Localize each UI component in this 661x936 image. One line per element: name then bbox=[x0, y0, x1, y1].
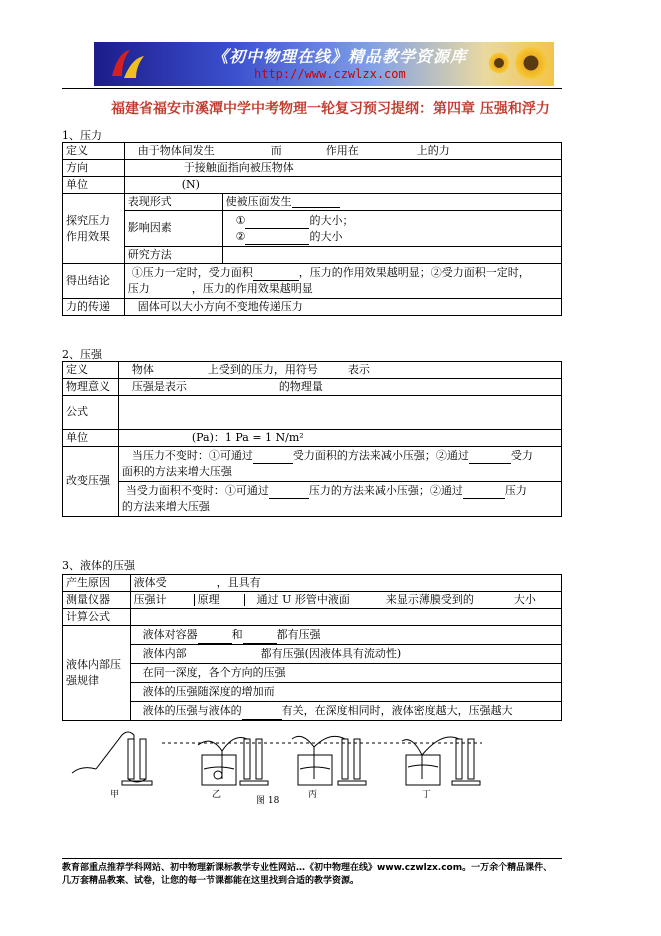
cell-sublabel: 影响因素 bbox=[124, 211, 222, 247]
cell-label: 单位 bbox=[63, 177, 125, 194]
cell-unit: (N) bbox=[124, 177, 561, 194]
cell-label: 探究压力作用效果 bbox=[63, 194, 125, 264]
sunflower-icon bbox=[514, 46, 548, 80]
footer bbox=[62, 862, 572, 888]
cell-label: 定义 bbox=[63, 143, 125, 160]
cell-label: 计算公式 bbox=[63, 609, 131, 626]
cell-direction: 于接触面指向被压物体 bbox=[124, 160, 561, 177]
law-row: 在同一深度，各个方向的压强 bbox=[131, 664, 561, 683]
cell-laws bbox=[130, 626, 561, 721]
footer-line: 教育部重点推荐学科网站、初中物理新课标教学专业性网站…《初中物理在线》www.czwlzx.com。一万余个精品课件、 bbox=[62, 863, 553, 873]
figure-18 bbox=[62, 725, 562, 806]
cell-label: 测量仪器 bbox=[63, 592, 131, 609]
cell-definition: 由于物体间发生 而 作用在 上的力 bbox=[124, 143, 561, 160]
footer-line: 几万套精品教案、试卷，让您的每一节课都能在这里找到合适的教学资源。 bbox=[62, 876, 360, 886]
cell-formula bbox=[130, 609, 561, 626]
section-2-heading: 2、压强 bbox=[62, 348, 102, 361]
cell-change-2: 当受力面积不变时：①可通过 压力的方法来减小压强；②通过 压力 的方法来增大压强 bbox=[118, 482, 561, 517]
figure-caption: 图 18 bbox=[256, 796, 280, 806]
figure-label: 丁 bbox=[422, 790, 432, 800]
banner-url[interactable]: http://www.czwlzx.com bbox=[254, 67, 406, 81]
site-logo-icon bbox=[108, 46, 148, 82]
cell-label: 定义 bbox=[63, 362, 119, 379]
cell-show: 使被压面发生 bbox=[222, 194, 561, 211]
cell-cause: 液体受 ，且具有 bbox=[130, 575, 561, 592]
cell-unit: (Pa)：1 Pa = 1 N/m² bbox=[118, 430, 561, 447]
cell-sublabel: 表现形式 bbox=[124, 194, 222, 211]
cell-transmission: 固体可以大小方向不变地传递压力 bbox=[124, 299, 561, 316]
cell-formula bbox=[118, 396, 561, 430]
section-3-table bbox=[62, 574, 562, 721]
banner bbox=[94, 42, 554, 86]
cell-sublabel: 研究方法 bbox=[124, 247, 222, 264]
banner-title: 《初中物理在线》精品教学资源库 bbox=[212, 47, 468, 66]
cell-label: 单位 bbox=[63, 430, 119, 447]
law-row: 液体的压强与液体的 有关，在深度相同时，液体密度越大，压强越大 bbox=[131, 702, 561, 720]
cell-label: 产生原因 bbox=[63, 575, 131, 592]
document-title: 福建省福安市溪潭中学中考物理一轮复习预习提纲：第四章 压强和浮力 bbox=[111, 101, 550, 117]
law-row: 液体对容器 和 都有压强 bbox=[131, 626, 561, 645]
cell-label: 力的传递 bbox=[63, 299, 125, 316]
section-1-heading: 1、压力 bbox=[62, 129, 102, 142]
header-divider bbox=[62, 88, 562, 89]
section-2-table bbox=[62, 361, 562, 517]
cell-label: 方向 bbox=[63, 160, 125, 177]
figure-label: 乙 bbox=[212, 790, 222, 800]
cell-label: 公式 bbox=[63, 396, 119, 430]
footer-divider bbox=[62, 858, 562, 859]
section-1-table bbox=[62, 142, 562, 316]
cell-change-1: 当压力不变时：①可通过 受力面积的方法来减小压强；②通过 受力 面积的方法来增大压强 bbox=[118, 447, 561, 482]
cell-definition: 物体 上受到的压力，用符号 表示 bbox=[118, 362, 561, 379]
cell-label: 得出结论 bbox=[63, 264, 125, 299]
cell-label: 液体内部压强规律 bbox=[63, 626, 131, 721]
cell-instrument: 压强计 原理 通过 U 形管中液面 来显示薄膜受到的 大小 bbox=[130, 592, 561, 609]
law-row: 液体的压强随深度的增加而 bbox=[131, 683, 561, 702]
cell-label: 改变压强 bbox=[63, 447, 119, 517]
sunflower-icon bbox=[488, 52, 510, 74]
section-3-heading: 3、液体的压强 bbox=[62, 559, 135, 572]
figure-label: 丙 bbox=[308, 790, 318, 800]
law-row: 液体内部 都有压强(因液体具有流动性) bbox=[131, 645, 561, 664]
cell-label: 物理意义 bbox=[63, 379, 119, 396]
cell-meaning: 压强是表示 的物理量 bbox=[118, 379, 561, 396]
cell-factors: ① 的大小； ② 的大小 bbox=[222, 211, 561, 247]
cell-method bbox=[222, 247, 561, 264]
figure-label: 甲 bbox=[110, 790, 120, 800]
cell-conclusion: ①压力一定时，受力面积 ，压力的作用效果越明显；②受力面积一定时， 压力 ，压力的作用效果越明显 bbox=[124, 264, 561, 299]
